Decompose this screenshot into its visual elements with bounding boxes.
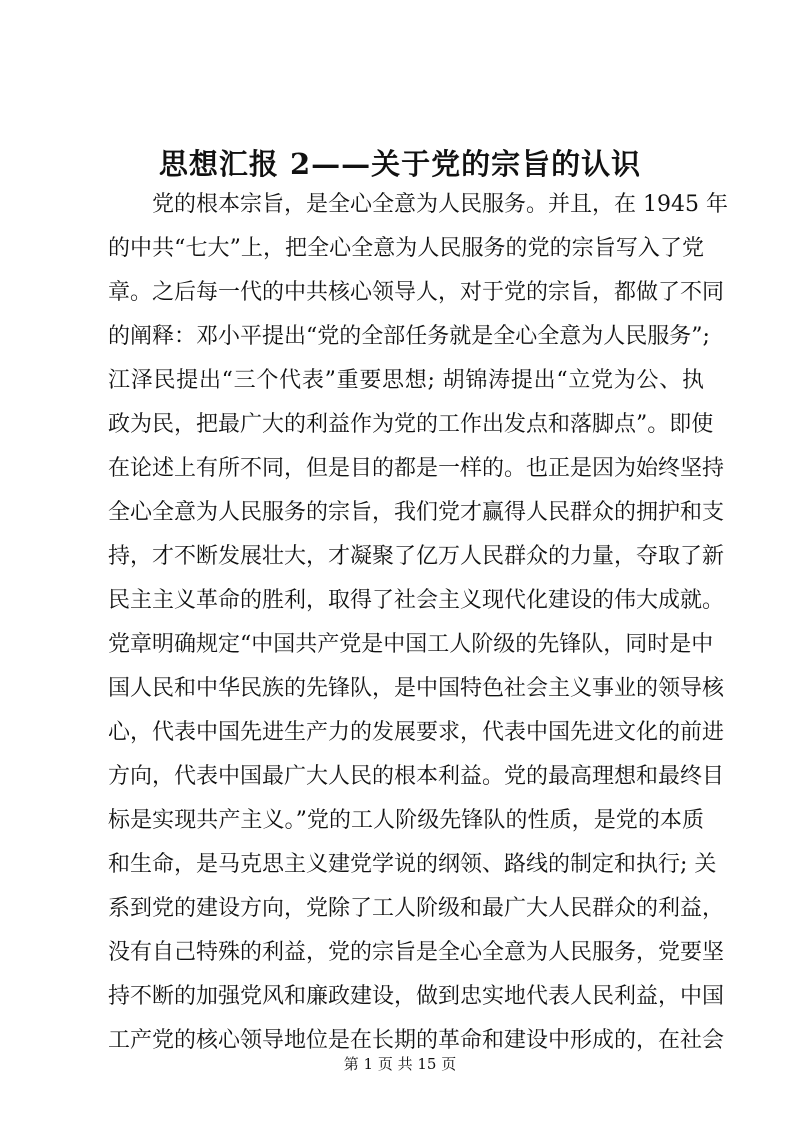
body-line: 心，代表中国先进生产力的发展要求，代表中国先进文化的前进: [108, 720, 725, 745]
body-line: 国人民和中华民族的先锋队，是中国特色社会主义事业的领导核: [108, 676, 725, 701]
body-line: 方向，代表中国最广大人民的根本利益。党的最高理想和最终目: [108, 764, 725, 789]
body-line: 政为民，把最广大的利益作为党的工作出发点和落脚点”。即使: [108, 412, 714, 437]
body-line: 没有自己特殊的利益，党的宗旨是全心全意为人民服务，党要坚: [108, 940, 725, 965]
page-footer: 第 1 页 共 15 页: [343, 1055, 457, 1073]
body-line: 持不断的加强党风和廉政建设，做到忠实地代表人民利益，中国: [108, 984, 725, 1009]
body-line: 章。之后每一代的中共核心领导人，对于党的宗旨，都做了不同: [108, 280, 725, 305]
body-line: 的阐释：邓小平提出“党的全部任务就是全心全意为人民服务”;: [108, 324, 710, 349]
document-title: 思想汇报 2——关于党的宗旨的认识: [158, 147, 642, 181]
body-line: 系到党的建设方向，党除了工人阶级和最广大人民群众的利益，: [108, 896, 725, 921]
body-line: 持，才不断发展壮大，才凝聚了亿万人民群众的力量，夺取了新: [108, 544, 725, 569]
body-line: 工产党的核心领导地位是在长期的革命和建设中形成的，在社会: [108, 1028, 725, 1053]
body-line: 党的根本宗旨，是全心全意为人民服务。并且，在 1945 年: [152, 192, 728, 217]
body-line: 党章明确规定“中国共产党是中国工人阶级的先锋队，同时是中: [108, 632, 714, 657]
body-line: 江泽民提出“三个代表”重要思想; 胡锦涛提出“立党为公、执: [108, 368, 704, 393]
body-line: 和生命，是马克思主义建党学说的纲领、路线的制定和执行; 关: [108, 852, 717, 877]
body-line: 全心全意为人民服务的宗旨，我们党才赢得人民群众的拥护和支: [108, 500, 725, 525]
body-line: 民主主义革命的胜利，取得了社会主义现代化建设的伟大成就。: [108, 588, 725, 613]
body-line: 标是实现共产主义。”党的工人阶级先锋队的性质，是党的本质: [108, 808, 704, 833]
document-body: [108, 183, 728, 1063]
body-line: 在论述上有所不同，但是目的都是一样的。也正是因为始终坚持: [108, 456, 725, 481]
body-line: 的中共“七大”上，把全心全意为人民服务的党的宗旨写入了党: [108, 236, 704, 261]
